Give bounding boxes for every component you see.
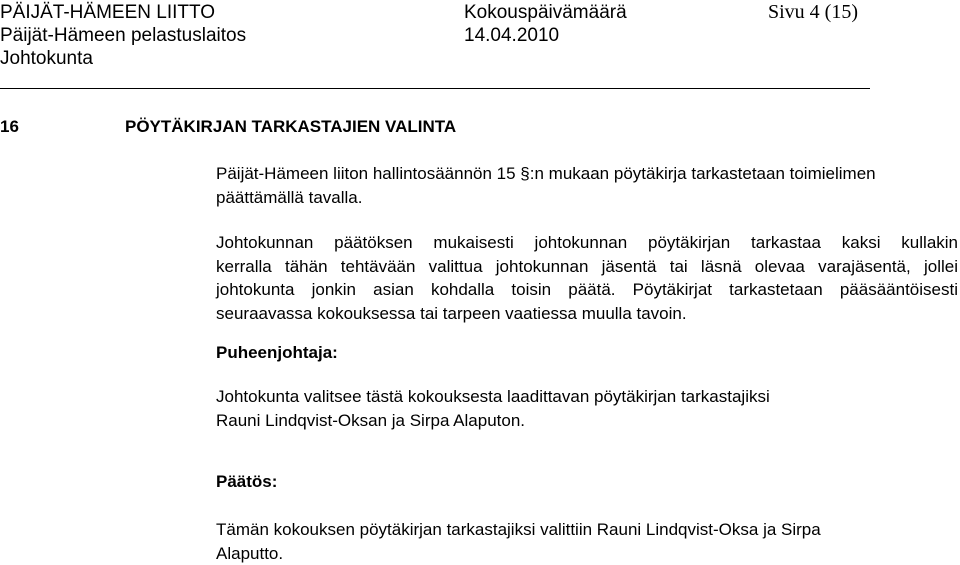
header-rule <box>0 88 870 89</box>
text-line: johtokunta jonkin asian kohdalla toisin päätä. Pöytäkirjat tarkastetaan pääsääntöisesti <box>216 280 958 300</box>
org-name: PÄIJÄT-HÄMEEN LIITTO <box>0 2 216 23</box>
page-number: Sivu 4 (15) <box>768 1 858 23</box>
paragraph-decision <box>216 518 958 565</box>
chair-label: Puheenjohtaja: <box>216 343 338 362</box>
date-value: 14.04.2010 <box>464 25 560 46</box>
text-line: Johtokunta valitsee tästä kokouksesta laadittavan pöytäkirjan tarkastajiksi <box>216 387 770 406</box>
paragraph-chair-proposal <box>216 385 958 432</box>
text-line: Alaputto. <box>216 543 284 563</box>
text-line: seuraavassa kokouksessa tai tarpeen vaatiessa muulla tavoin. <box>216 303 687 323</box>
section-title: PÖYTÄKIRJAN TARKASTAJIEN VALINTA <box>125 117 457 136</box>
paragraph-decision-practice <box>216 231 958 325</box>
text-line: päättämällä tavalla. <box>216 187 363 207</box>
text-line: Tämän kokouksen pöytäkirjan tarkastajiksi valittiin Rauni Lindqvist-Oksa ja Sirpa <box>216 520 821 539</box>
date-label: Kokouspäivämäärä <box>464 2 627 23</box>
paragraph-rule-reference <box>216 162 958 209</box>
text-line: Päijät-Hämeen liiton hallintosäännön 15 §:n mukaan pöytäkirja tarkastetaan toimielimen <box>216 164 876 183</box>
text-line: kerralla tähän tehtävään valittua johtokunnan jäsentä tai läsnä olevaa varajäsentä, jollei <box>216 256 958 276</box>
decision-label: Päätös: <box>216 472 278 491</box>
text-line: Rauni Lindqvist-Oksan ja Sirpa Alaputon. <box>216 410 526 430</box>
body-name: Johtokunta <box>0 48 93 69</box>
text-line: Johtokunnan päätöksen mukaisesti johtokunnan pöytäkirjan tarkastaa kaksi kullakin <box>216 233 958 252</box>
department-name: Päijät-Hämeen pelastuslaitos <box>0 25 247 46</box>
section-number: 16 <box>0 117 19 136</box>
